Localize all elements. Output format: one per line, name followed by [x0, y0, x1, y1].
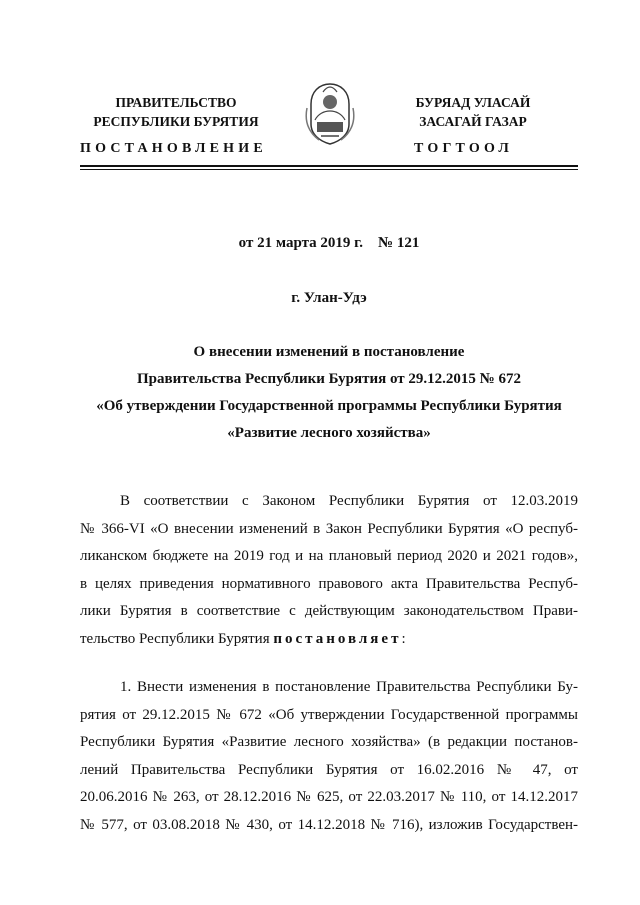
paragraph-item-1	[80, 674, 578, 840]
text-line: 1. Внести изменения в постановление Правительства Республики Бу-	[120, 679, 578, 695]
text-line: № 577, от 03.08.2018 № 430, от 14.12.2018 № 716), изложив Государствен-	[80, 816, 578, 833]
header-right	[388, 93, 558, 131]
coat-of-arms-icon	[301, 78, 359, 148]
document-city: г. Улан-Удэ	[291, 290, 367, 306]
title-line: «Развитие лесного хозяйства»	[227, 425, 431, 441]
text-line	[80, 626, 578, 654]
text-line: в целях приведения нормативного правового акта Правительства Респуб-	[80, 575, 578, 592]
text-line: лики Бурятия в соответствие с действующим законодательством Прави-	[80, 603, 578, 620]
text-line: № 366-VI «О внесении изменений в Закон Республики Бурятия «О респуб-	[80, 520, 578, 537]
header-left-line1: ПРАВИТЕЛЬСТВО	[115, 95, 237, 110]
document-title	[80, 339, 578, 447]
text-segment: тельство Республики Бурятия	[80, 630, 274, 647]
title-line: О внесении изменений в постановление	[193, 344, 465, 360]
title-line: «Об утверждении Государственной программы Республики Бурятия	[96, 398, 562, 414]
header-left	[66, 93, 286, 131]
header-right-line1: БУРЯАД УЛАСАЙ	[415, 95, 531, 110]
text-line: ликанском бюджете на 2019 год и на плановый период 2020 и 2021 годов»,	[80, 548, 578, 565]
text-line: В соответствии с Законом Республики Бурятия от 12.03.2019	[120, 493, 578, 509]
decree-title-right: ТОГТООЛ	[414, 141, 514, 156]
text-line: лений Правительства Республики Бурятия от 16.02.2016 № 47, от	[80, 761, 578, 778]
header-rule-thin	[80, 169, 578, 170]
resolves-word: постановляет	[273, 630, 402, 647]
header-rule-thick	[80, 165, 578, 167]
text-line: 20.06.2016 № 263, от 28.12.2016 № 625, от 22.03.2017 № 110, от 14.12.2017	[80, 789, 578, 806]
decree-title-left: ПОСТАНОВЛЕНИЕ	[80, 141, 267, 156]
text-line: рятия от 29.12.2015 № 672 «Об утверждении Государственной программы	[80, 706, 578, 723]
text-segment: :	[401, 630, 406, 647]
paragraph-preamble	[80, 488, 578, 654]
document-date-number: от 21 марта 2019 г. № 121	[238, 235, 420, 251]
text-line: Республики Бурятия «Развитие лесного хозяйства» (в редакции постанов-	[80, 734, 578, 751]
title-line: Правительства Республики Бурятия от 29.12.2015 № 672	[136, 371, 521, 387]
header-left-line2: РЕСПУБЛИКИ БУРЯТИЯ	[93, 114, 259, 129]
header-right-line2: ЗАСАГАЙ ГАЗАР	[419, 114, 527, 129]
